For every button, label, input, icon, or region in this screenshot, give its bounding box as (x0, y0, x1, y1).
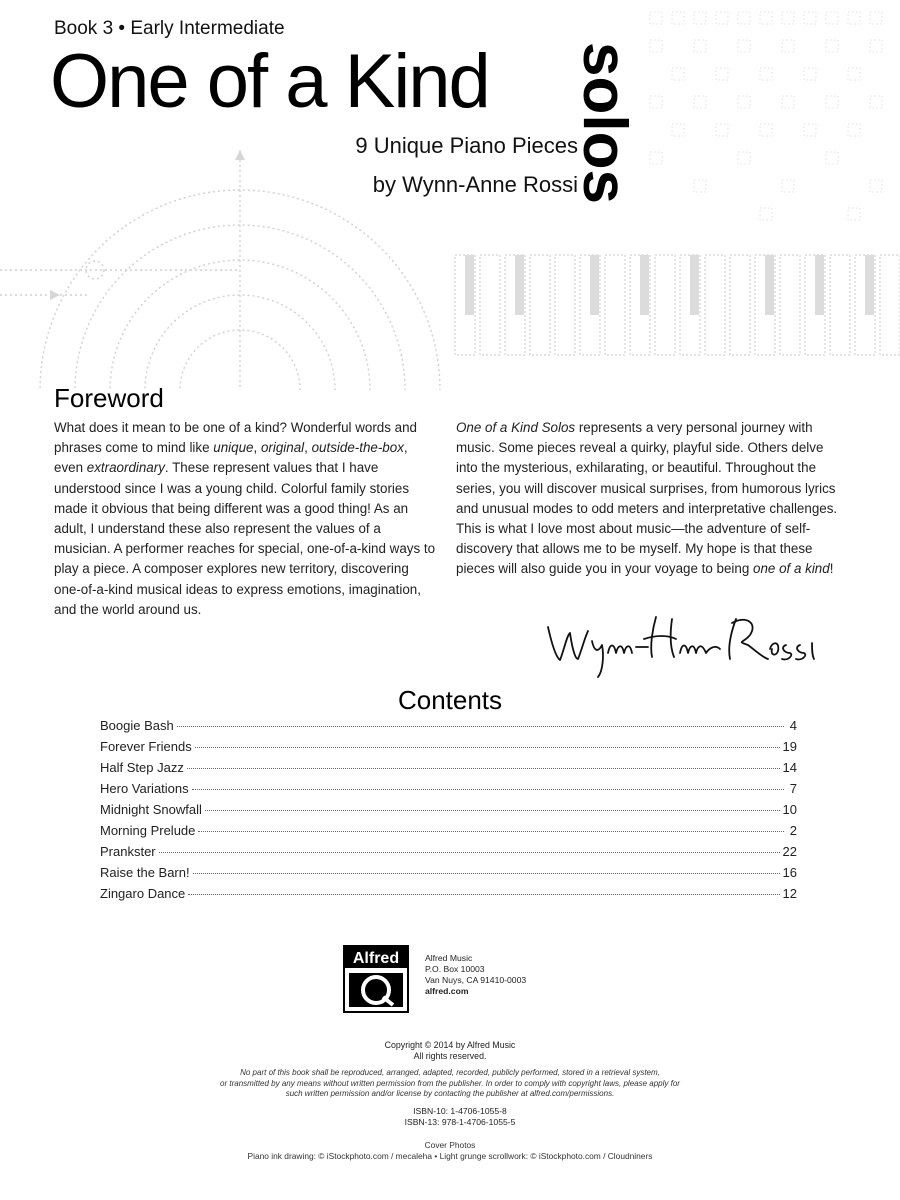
toc-entry-title: Hero Variations (100, 781, 189, 796)
toc-entry (100, 739, 797, 760)
publisher-address-line-1: P.O. Box 10003 (425, 964, 485, 974)
toc-leader-dots (198, 831, 784, 832)
foreword-text-run: represents a very personal journey with music. Some pieces reveal a quirky, playful side. Others delve into the mysterious, exhilarating, or beautiful. Throughout the series, you will discover musical surprises, from humorous lyrics and unusual modes to odd meters and interpretative challenges. This is what I love most about music—the adventure of self-discovery that allows me to be myself. My hope is that these pieces will also guide you in your voyage to being (456, 420, 838, 577)
toc-entry-title: Prankster (100, 844, 156, 859)
cover-photo-credits (0, 1140, 900, 1162)
toc-entry (100, 844, 797, 865)
publisher-address-line-2: Van Nuys, CA 91410-0003 (425, 975, 527, 985)
author-line: by Wynn-Anne Rossi (372, 172, 578, 197)
toc-entry-title: Zingaro Dance (100, 886, 186, 901)
isbn-10: ISBN-10: 1-4706-1055-8 (413, 1106, 507, 1116)
toc-entry-page: 19 (782, 739, 797, 754)
toc-entry-title: Raise the Barn! (100, 865, 190, 880)
author-signature (540, 605, 820, 680)
toc-entry-title: Morning Prelude (100, 823, 196, 838)
cover-photos-credits: Piano ink drawing: © iStockphoto.com / mecaleha • Light grunge scrollwork: © iStockphoto.com / Cloudniners (247, 1151, 653, 1161)
table-of-contents (100, 718, 797, 907)
foreword-text-run: What does it mean to be one of a kind? Wonderful words and phrases come to mind like (54, 420, 418, 456)
publisher-website: alfred.com (425, 986, 469, 996)
toc-entry (100, 823, 797, 844)
legal-notice (0, 1068, 900, 1100)
toc-entry (100, 886, 797, 907)
toc-entry-title: Half Step Jazz (100, 760, 184, 775)
toc-entry-page: 7 (789, 781, 797, 796)
cover-photos-heading: Cover Photos (424, 1140, 476, 1150)
foreword-right-column (456, 418, 838, 580)
toc-entry-page: 22 (782, 844, 797, 859)
copyright-line: Copyright © 2014 by Alfred Music (384, 1040, 516, 1050)
toc-entry (100, 865, 797, 886)
toc-entry-page: 4 (789, 718, 797, 733)
toc-entry (100, 802, 797, 823)
toc-entry (100, 718, 797, 739)
legal-line-3: such written permission and/or license by contacting the publisher at alfred.com/permissions. (285, 1089, 615, 1098)
foreword-text-run: . These represent values that I have understood since I was a young child. Colorful family stories made it obvious that being different was a good thing! As an adult, I understand these also represent the values of a musician. A performer reaches for special, one-of-a-kind ways to play a piece. A composer explores new territory, discovering one-of-a-kind musical ideas to express emotions, imagination, and the world around us. (54, 460, 436, 617)
book-level-label: Book 3 • Early Intermediate (54, 18, 285, 39)
toc-entry-title: Forever Friends (100, 739, 192, 754)
toc-entry-title: Boogie Bash (100, 718, 174, 733)
foreword-text-run: outside-the-box (311, 440, 404, 456)
foreword-heading: Foreword (54, 383, 164, 413)
foreword-text-run: , even (54, 440, 408, 476)
toc-entry-page: 16 (782, 865, 797, 880)
publisher-name: Alfred Music (425, 953, 473, 963)
rights-line: All rights reserved. (413, 1051, 487, 1061)
toc-entry-page: 10 (782, 802, 797, 817)
foreword-text-run: ! (829, 561, 834, 577)
foreword-text-run: One of a Kind Solos (456, 420, 576, 435)
toc-entry-page: 12 (782, 886, 797, 901)
legal-line-1: No part of this book shall be reproduced, arranged, adapted, recorded, publicly performed, stored in a retrieval system, (240, 1068, 660, 1077)
svg-text:Alfred: Alfred (352, 950, 400, 967)
isbn-13: ISBN-13: 978-1-4706-1055-5 (404, 1117, 516, 1127)
foreword-text-run: , (304, 440, 312, 456)
book-title: One of a Kind (50, 39, 489, 124)
copyright-block (0, 1040, 900, 1062)
toc-leader-dots (159, 852, 780, 853)
toc-leader-dots (177, 726, 784, 727)
foreword-text-run: unique (213, 440, 254, 456)
toc-leader-dots (188, 894, 779, 895)
toc-leader-dots (187, 768, 780, 769)
foreword-text-run: one of a kind (753, 561, 830, 577)
foreword-text-run: , (253, 440, 261, 456)
toc-entry (100, 760, 797, 781)
toc-entry (100, 781, 797, 802)
isbn-block (0, 1106, 900, 1128)
toc-leader-dots (193, 873, 780, 874)
publisher-info (425, 953, 526, 997)
toc-leader-dots (195, 747, 780, 748)
foreword-text-run: extraordinary (86, 460, 165, 476)
alfred-music-logo (343, 945, 409, 1013)
toc-entry-title: Midnight Snowfall (100, 802, 202, 817)
subtitle: 9 Unique Piano Pieces (355, 133, 578, 158)
contents-heading: Contents (397, 685, 503, 715)
solos-title: solos (570, 42, 639, 204)
toc-leader-dots (192, 789, 784, 790)
foreword-left-column (54, 418, 436, 620)
legal-line-2: or transmitted by any means without written permission from the publisher. In order to comply with copyright laws, please apply for (220, 1078, 680, 1088)
toc-entry-page: 14 (782, 760, 797, 775)
toc-leader-dots (205, 810, 780, 811)
toc-entry-page: 2 (789, 823, 797, 838)
foreword-text-run: original (260, 440, 305, 456)
